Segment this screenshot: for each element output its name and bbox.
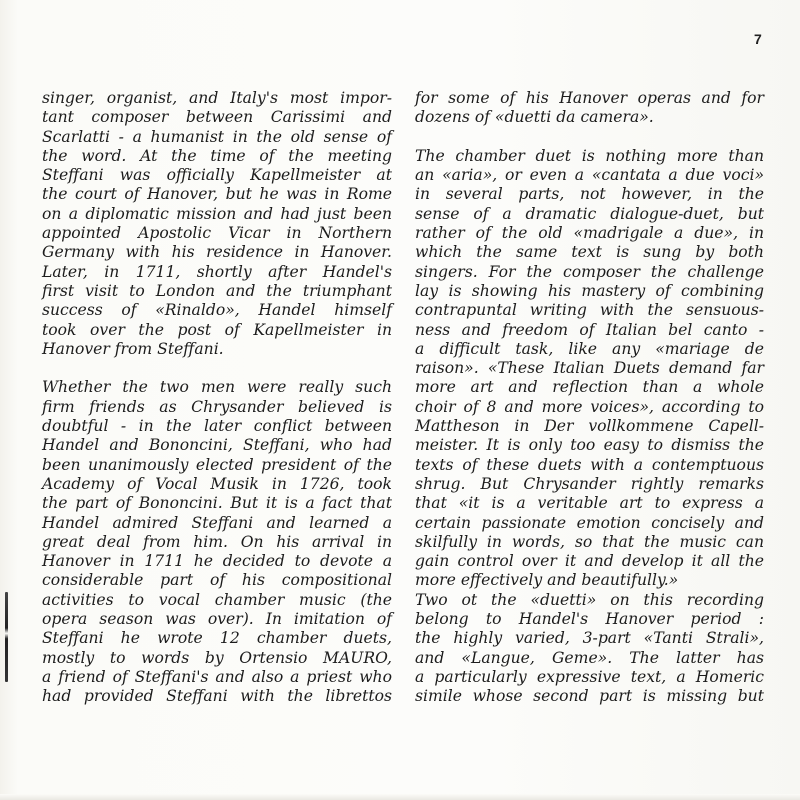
text-line: Germany with his residence in Hanover.: [42, 243, 392, 262]
text-line: had provided Steffani with the librettos: [42, 687, 392, 706]
text-line: and «Langue, Geme». The latter has: [415, 648, 764, 667]
text-line: doubtful - in the later conflict between: [42, 417, 392, 436]
text-line: Handel admired Steffani and learned a: [42, 513, 392, 532]
text-line: an «aria», or even a «cantata a due voci»: [415, 166, 764, 185]
text-line: certain passionate emotion concisely and: [415, 513, 764, 532]
text-line: success of «Rinaldo», Handel himself: [42, 301, 392, 320]
text-line: for some of his Hanover operas and for: [415, 89, 764, 107]
text-line: considerable part of his compositional: [42, 571, 392, 590]
text-line: shrug. But Chrysander rightly remarks: [415, 474, 764, 493]
text-line: The chamber duet is nothing more than: [415, 146, 764, 165]
text-line: opera season was over). In imitation of: [42, 610, 392, 629]
text-line: took over the post of Kapellmeister in: [42, 320, 392, 339]
text-line: meister. It is only too easy to dismiss the: [415, 436, 764, 455]
text-line: Mattheson in Der vollkommene Capell-: [415, 417, 764, 436]
text-line: more effectively and beautifully.»: [415, 571, 679, 590]
text-line: choir of 8 and more voices», according to: [415, 397, 764, 416]
text-line: more art and reflection than a whole: [415, 378, 764, 397]
text-line: the court of Hanover, but he was in Rome: [42, 185, 392, 204]
text-line: texts of these duets with a contemptuous: [415, 455, 764, 474]
text-line: that «it is a veritable art to express a: [415, 494, 764, 513]
text-line: the word. At the time of the meeting: [42, 146, 392, 165]
text-line: a particularly expressive text, a Homeric: [415, 667, 764, 686]
binding-edge-mark: [5, 592, 8, 682]
paragraph: [42, 378, 392, 706]
text-line: which the same text is sung by both: [415, 243, 764, 262]
text-line: Whether the two men were really such: [42, 378, 392, 397]
text-line: a difficult task, like any «mariage de: [415, 339, 764, 358]
text-line: the part of Bononcini. But it is a fact that: [42, 494, 392, 513]
text-line: rather of the old «madrigale a due», in: [415, 224, 764, 243]
text-line: first visit to London and the triumphant: [42, 281, 392, 300]
text-line: lay is showing his mastery of combining: [415, 281, 764, 300]
text-line: skilfully in words, so that the music can: [415, 532, 764, 551]
text-line: contrapuntal writing with the sensuous-: [415, 301, 764, 320]
text-line: singers. For the composer the challenge: [415, 262, 764, 281]
page-bottom-edge: [0, 794, 800, 800]
paragraph-gap: [42, 359, 392, 378]
text-line: dozens of «duetti da camera».: [415, 108, 654, 127]
text-line: appointed Apostolic Vicar in Northern: [42, 224, 392, 243]
paragraph-gap: [415, 128, 764, 147]
text-line: Two ot the «duetti» on this recording: [415, 590, 764, 609]
text-line: tant composer between Carissimi and: [42, 108, 392, 127]
text-line: Steffani he wrote 12 chamber duets,: [42, 629, 392, 648]
text-line: the highly varied, 3-part «Tanti Strali»,: [415, 629, 764, 648]
text-line: on a diplomatic mission and had just been: [42, 204, 392, 223]
text-line: activities to vocal chamber music (the: [42, 590, 392, 609]
text-line: Hanover in 1711 he decided to devote a: [42, 552, 392, 571]
right-column: [415, 89, 764, 707]
text-line: simile whose second part is missing but: [415, 687, 764, 706]
paragraph: [415, 89, 764, 128]
text-line: been unanimously elected president of the: [42, 455, 392, 474]
text-line: a friend of Steffani's and also a priest who: [42, 667, 392, 686]
text-line: Later, in 1711, shortly after Handel's: [42, 262, 392, 281]
text-line: Academy of Vocal Musik in 1726, took: [42, 474, 392, 493]
text-line: great deal from him. On his arrival in: [42, 532, 392, 551]
text-line: singer, organist, and Italy's most impor-: [42, 89, 392, 107]
text-line: in several parts, not however, in the: [415, 185, 764, 204]
text-line: firm friends as Chrysander believed is: [42, 397, 392, 416]
text-line: gain control over it and develop it all the: [415, 552, 764, 571]
text-line: Scarlatti - a humanist in the old sense of: [42, 127, 392, 146]
text-line: Steffani was officially Kapellmeister at: [42, 166, 392, 185]
left-column: [42, 89, 392, 707]
text-line: Hanover from Steffani.: [42, 339, 224, 358]
text-line: belong to Handel's Hanover period :: [415, 610, 764, 629]
paragraph: [415, 591, 764, 707]
text-line: Handel and Bononcini, Steffani, who had: [42, 436, 392, 455]
paragraph: [42, 89, 392, 359]
text-line: sense of a dramatic dialogue-duet, but: [415, 204, 764, 223]
text-line: ness and freedom of Italian bel canto -: [415, 320, 764, 339]
text-line: mostly to words by Ortensio MAURO,: [42, 648, 392, 667]
paragraph: [415, 147, 764, 591]
text-line: raison». «These Italian Duets demand far: [415, 359, 764, 378]
page-number: 7: [754, 31, 762, 47]
